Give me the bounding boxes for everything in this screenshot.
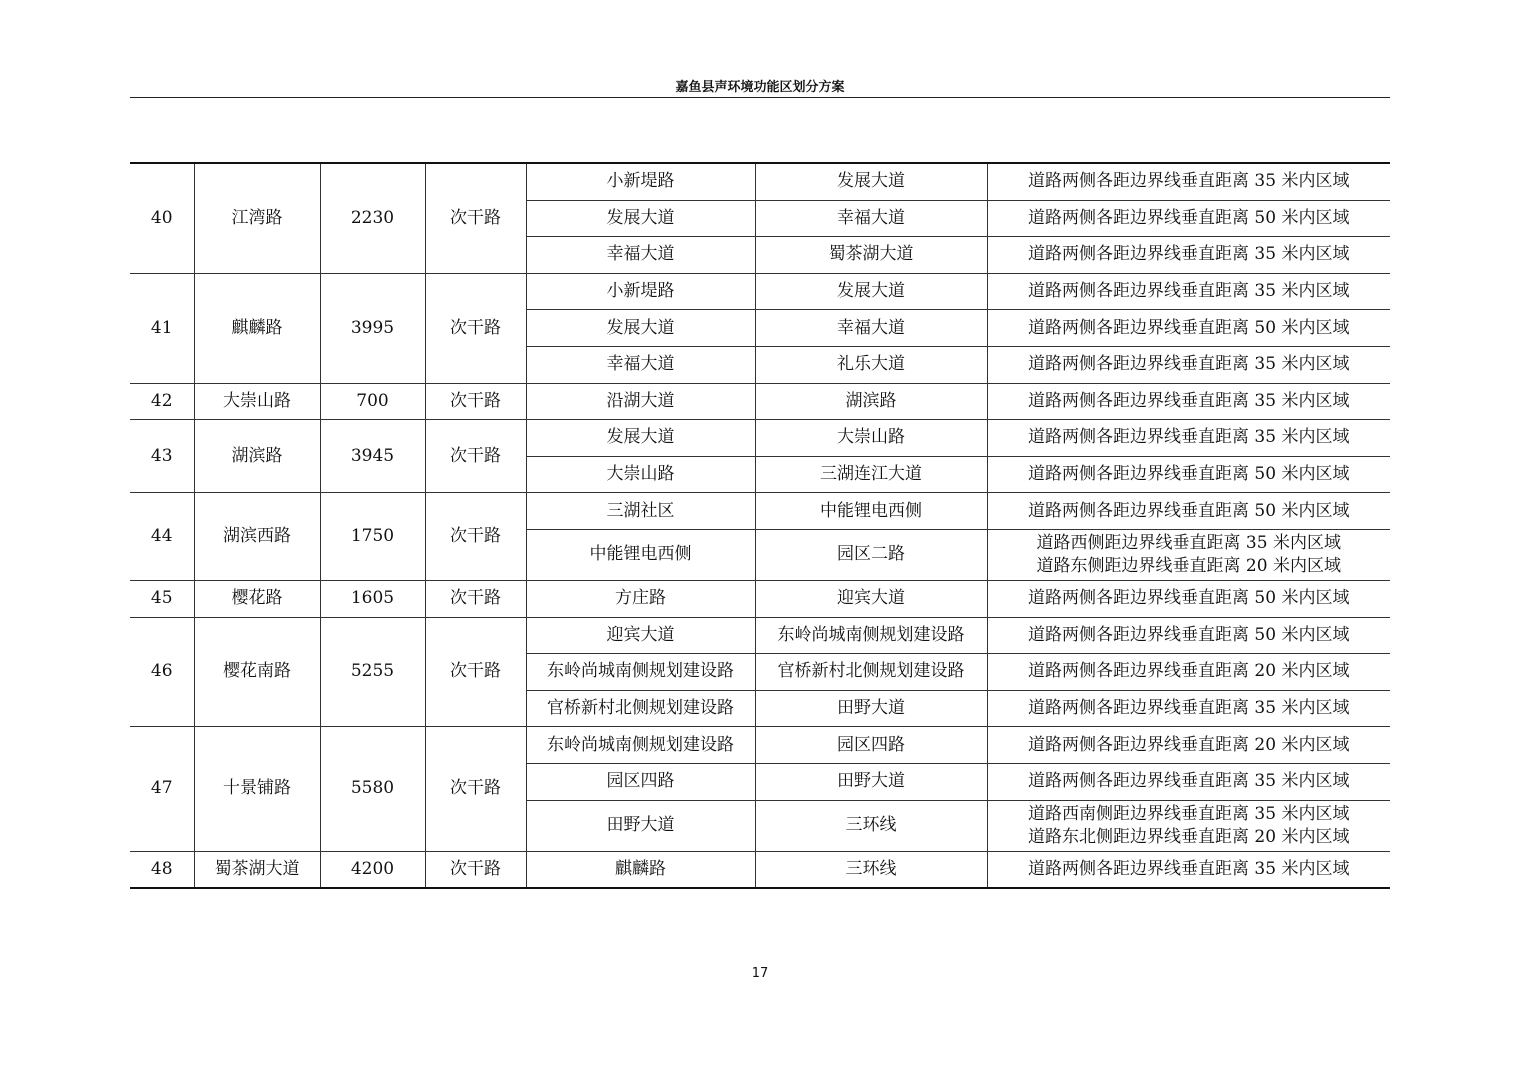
segment-start-cell: 方庄路 bbox=[526, 580, 755, 617]
segment-end-cell: 官桥新村北侧规划建设路 bbox=[755, 654, 987, 691]
segment-start-cell: 幸福大道 bbox=[526, 346, 755, 383]
segment-end-cell: 迎宾大道 bbox=[755, 580, 987, 617]
road-name-cell: 麒麟路 bbox=[194, 273, 320, 383]
zone-range-line: 道路两侧各距边界线垂直距离 35 米内区域 bbox=[1028, 244, 1350, 265]
segment-end-cell: 蜀茶湖大道 bbox=[755, 237, 987, 274]
table-row bbox=[130, 851, 1390, 888]
table-row bbox=[130, 163, 1390, 200]
zone-range-line: 道路两侧各距边界线垂直距离 50 米内区域 bbox=[1028, 317, 1350, 338]
table-row bbox=[130, 493, 1390, 530]
zone-range-line: 道路西侧距边界线垂直距离 35 米内区域 bbox=[1036, 532, 1341, 553]
header-rule bbox=[130, 97, 1390, 98]
zone-range-line: 道路两侧各距边界线垂直距离 50 米内区域 bbox=[1028, 207, 1350, 228]
zone-range-cell bbox=[987, 690, 1390, 727]
road-noise-zone-table bbox=[130, 162, 1390, 889]
segment-start-cell: 东岭尚城南侧规划建设路 bbox=[526, 727, 755, 764]
zone-range-cell bbox=[987, 851, 1390, 888]
zone-range-cell bbox=[987, 456, 1390, 493]
row-number-cell: 48 bbox=[130, 851, 194, 888]
segment-start-cell: 小新堤路 bbox=[526, 273, 755, 310]
segment-start-cell: 园区四路 bbox=[526, 763, 755, 800]
zone-range-line: 道路两侧各距边界线垂直距离 35 米内区域 bbox=[1028, 698, 1350, 719]
zone-range-line: 道路两侧各距边界线垂直距离 35 米内区域 bbox=[1028, 771, 1350, 792]
road-name-cell: 蜀茶湖大道 bbox=[194, 851, 320, 888]
segment-end-cell: 田野大道 bbox=[755, 763, 987, 800]
road-length-cell: 1605 bbox=[320, 580, 425, 617]
segment-end-cell: 幸福大道 bbox=[755, 310, 987, 347]
document-header-title: 嘉鱼县声环境功能区划分方案 bbox=[675, 80, 845, 95]
segment-start-cell: 田野大道 bbox=[526, 800, 755, 851]
segment-start-cell: 官桥新村北侧规划建设路 bbox=[526, 690, 755, 727]
zone-range-line: 道路两侧各距边界线垂直距离 50 米内区域 bbox=[1028, 624, 1350, 645]
road-name-cell: 樱花路 bbox=[194, 580, 320, 617]
table-row bbox=[130, 617, 1390, 654]
segment-start-cell: 迎宾大道 bbox=[526, 617, 755, 654]
zone-range-line: 道路东北侧距边界线垂直距离 20 米内区域 bbox=[1028, 826, 1350, 847]
zone-range-cell bbox=[987, 617, 1390, 654]
zone-range-line: 道路两侧各距边界线垂直距离 50 米内区域 bbox=[1028, 588, 1350, 609]
row-number-cell: 40 bbox=[130, 163, 194, 273]
road-name-cell: 湖滨西路 bbox=[194, 493, 320, 581]
road-length-cell: 5255 bbox=[320, 617, 425, 727]
row-number-cell: 47 bbox=[130, 727, 194, 851]
table-row bbox=[130, 383, 1390, 420]
zone-range-line: 道路两侧各距边界线垂直距离 35 米内区域 bbox=[1028, 427, 1350, 448]
road-name-cell: 湖滨路 bbox=[194, 420, 320, 493]
zone-range-cell bbox=[987, 310, 1390, 347]
zone-range-line: 道路两侧各距边界线垂直距离 35 米内区域 bbox=[1028, 171, 1350, 192]
row-number-cell: 44 bbox=[130, 493, 194, 581]
road-grade-cell: 次干路 bbox=[425, 727, 526, 851]
road-length-cell: 5580 bbox=[320, 727, 425, 851]
segment-end-cell: 三环线 bbox=[755, 800, 987, 851]
segment-start-cell: 幸福大道 bbox=[526, 237, 755, 274]
row-number-cell: 41 bbox=[130, 273, 194, 383]
zone-range-cell bbox=[987, 383, 1390, 420]
page-number: 17 bbox=[751, 966, 769, 981]
zone-range-line: 道路两侧各距边界线垂直距离 20 米内区域 bbox=[1028, 734, 1350, 755]
table-row bbox=[130, 420, 1390, 457]
zone-range-line: 道路两侧各距边界线垂直距离 20 米内区域 bbox=[1028, 661, 1350, 682]
road-length-cell: 700 bbox=[320, 383, 425, 420]
road-grade-cell: 次干路 bbox=[425, 420, 526, 493]
table-row bbox=[130, 580, 1390, 617]
zone-range-line: 道路两侧各距边界线垂直距离 50 米内区域 bbox=[1028, 500, 1350, 521]
zone-range-cell bbox=[987, 654, 1390, 691]
road-grade-cell: 次干路 bbox=[425, 493, 526, 581]
zone-range-cell bbox=[987, 163, 1390, 200]
segment-end-cell: 园区四路 bbox=[755, 727, 987, 764]
zone-range-cell bbox=[987, 529, 1390, 580]
road-name-cell: 樱花南路 bbox=[194, 617, 320, 727]
road-length-cell: 4200 bbox=[320, 851, 425, 888]
segment-end-cell: 幸福大道 bbox=[755, 200, 987, 237]
zone-range-line: 道路东侧距边界线垂直距离 20 米内区域 bbox=[1036, 555, 1341, 576]
segment-end-cell: 中能锂电西侧 bbox=[755, 493, 987, 530]
segment-end-cell: 礼乐大道 bbox=[755, 346, 987, 383]
road-name-cell: 江湾路 bbox=[194, 163, 320, 273]
segment-end-cell: 大崇山路 bbox=[755, 420, 987, 457]
segment-start-cell: 中能锂电西侧 bbox=[526, 529, 755, 580]
row-number-cell: 42 bbox=[130, 383, 194, 420]
segment-end-cell: 湖滨路 bbox=[755, 383, 987, 420]
zone-range-cell bbox=[987, 200, 1390, 237]
table-row bbox=[130, 273, 1390, 310]
road-length-cell: 3945 bbox=[320, 420, 425, 493]
road-grade-cell: 次干路 bbox=[425, 851, 526, 888]
segment-start-cell: 麒麟路 bbox=[526, 851, 755, 888]
segment-start-cell: 发展大道 bbox=[526, 310, 755, 347]
zone-range-line: 道路西南侧距边界线垂直距离 35 米内区域 bbox=[1028, 803, 1350, 824]
zone-range-cell bbox=[987, 493, 1390, 530]
zone-range-line: 道路两侧各距边界线垂直距离 35 米内区域 bbox=[1028, 858, 1350, 879]
segment-end-cell: 东岭尚城南侧规划建设路 bbox=[755, 617, 987, 654]
road-grade-cell: 次干路 bbox=[425, 617, 526, 727]
zone-range-cell bbox=[987, 763, 1390, 800]
zone-range-line: 道路两侧各距边界线垂直距离 35 米内区域 bbox=[1028, 390, 1350, 411]
row-number-cell: 43 bbox=[130, 420, 194, 493]
road-length-cell: 3995 bbox=[320, 273, 425, 383]
segment-start-cell: 小新堤路 bbox=[526, 163, 755, 200]
road-length-cell: 2230 bbox=[320, 163, 425, 273]
zone-range-cell bbox=[987, 420, 1390, 457]
segment-start-cell: 沿湖大道 bbox=[526, 383, 755, 420]
road-grade-cell: 次干路 bbox=[425, 383, 526, 420]
segment-end-cell: 三湖连江大道 bbox=[755, 456, 987, 493]
row-number-cell: 46 bbox=[130, 617, 194, 727]
zone-range-cell bbox=[987, 346, 1390, 383]
table-body bbox=[130, 163, 1390, 888]
zone-range-cell bbox=[987, 237, 1390, 274]
road-grade-cell: 次干路 bbox=[425, 273, 526, 383]
segment-start-cell: 发展大道 bbox=[526, 420, 755, 457]
road-name-cell: 大崇山路 bbox=[194, 383, 320, 420]
segment-end-cell: 田野大道 bbox=[755, 690, 987, 727]
segment-start-cell: 三湖社区 bbox=[526, 493, 755, 530]
segment-end-cell: 三环线 bbox=[755, 851, 987, 888]
zone-range-line: 道路两侧各距边界线垂直距离 50 米内区域 bbox=[1028, 464, 1350, 485]
segment-end-cell: 发展大道 bbox=[755, 273, 987, 310]
segment-start-cell: 发展大道 bbox=[526, 200, 755, 237]
zone-range-cell bbox=[987, 727, 1390, 764]
segment-start-cell: 大崇山路 bbox=[526, 456, 755, 493]
zone-range-line: 道路两侧各距边界线垂直距离 35 米内区域 bbox=[1028, 354, 1350, 375]
road-grade-cell: 次干路 bbox=[425, 163, 526, 273]
segment-start-cell: 东岭尚城南侧规划建设路 bbox=[526, 654, 755, 691]
road-grade-cell: 次干路 bbox=[425, 580, 526, 617]
row-number-cell: 45 bbox=[130, 580, 194, 617]
zone-range-line: 道路两侧各距边界线垂直距离 35 米内区域 bbox=[1028, 281, 1350, 302]
zone-range-cell bbox=[987, 580, 1390, 617]
zone-range-cell bbox=[987, 273, 1390, 310]
zone-range-cell bbox=[987, 800, 1390, 851]
table-row bbox=[130, 727, 1390, 764]
segment-end-cell: 发展大道 bbox=[755, 163, 987, 200]
road-name-cell: 十景铺路 bbox=[194, 727, 320, 851]
segment-end-cell: 园区二路 bbox=[755, 529, 987, 580]
road-length-cell: 1750 bbox=[320, 493, 425, 581]
